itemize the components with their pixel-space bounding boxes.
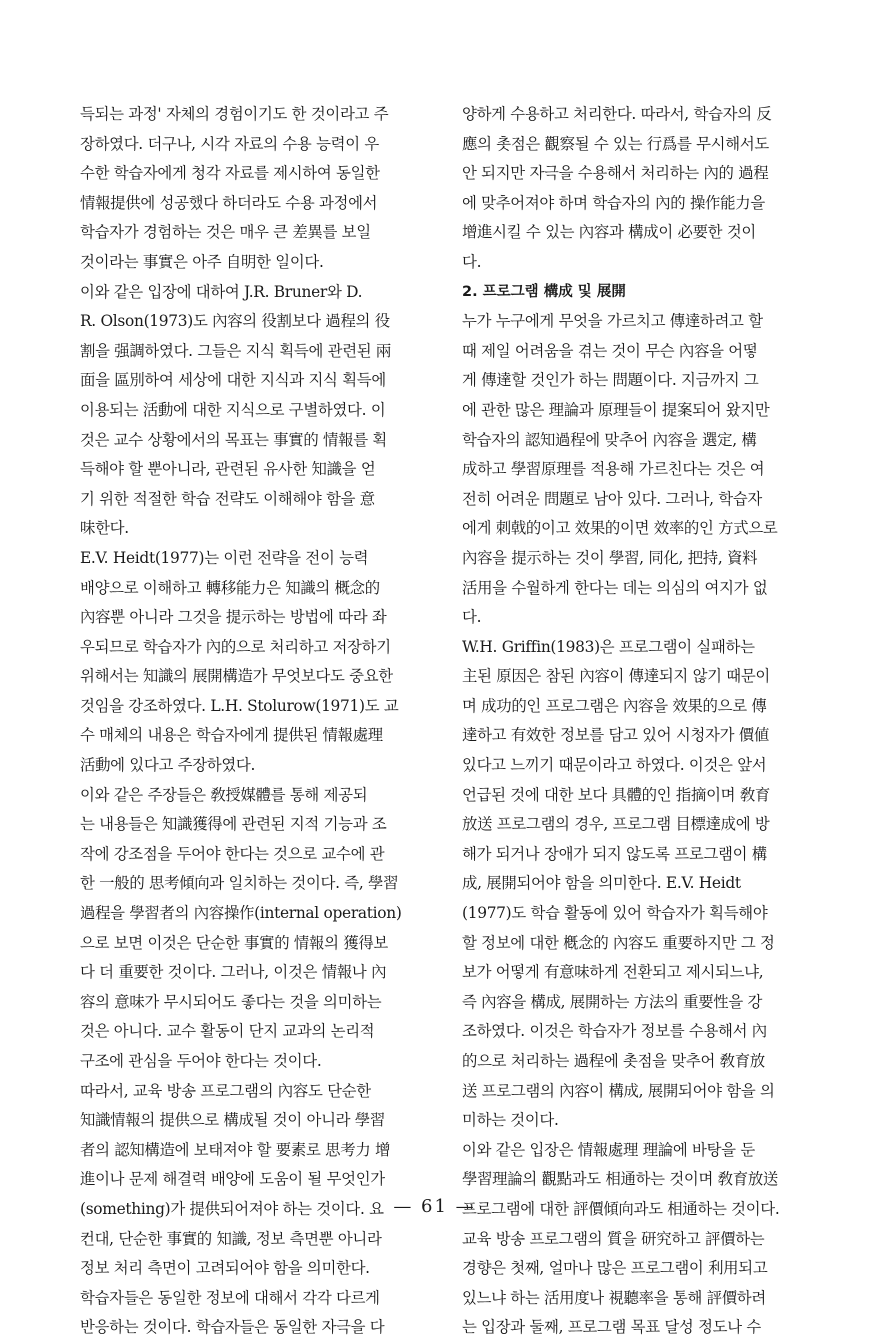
paragraph-griffin: W.H. Griffin(1983)은 프로그램이 실패하는 主된 原因은 참된 內容이 傳達되지 않기 때문이 며 成功的인 프로그램은 內容을 效果的으로 傳 達하고 有效한 정보를 담고 있어 시청자가 價値 있다고 느끼기 때문이라고 하였다. 이것은 앞서 언급된 것에 대한 보다 具體的인 指摘이며 敎育 放送 프로그램의 경우, 프로그램 目標達成에 방 해가 되거나 장애가 되지 않도록 프로그램이 構 成, 展開되어야 함을 의미한다. E.V. Heidt (1977)도 학습 활동에 있어 학습자가 획득해야 할 정보에 대한 槪念的 內容도 重要하지만 그 정 보가 어떻게 有意味하게 전환되고 제시되느냐, 즉 內容을 構成, 展開하는 方法의 重要性을 강 조하였다. 이것은 학습자가 정보를 수용해서 內 的으로 처리하는 過程에 촛점을 맞추어 敎育放 送 프로그램의 內容이 構成, 展開되어야 함을 의 미하는 것이다.: [462, 637, 775, 1130]
section-heading: 2. 프로그램 構成 및 展開: [462, 283, 626, 300]
paragraph-program-structure: 누가 누구에게 무엇을 가르치고 傳達하려고 할 때 제일 어려움을 겪는 것이 무슨 內容을 어떻 게 傳達할 것인가 하는 問題이다. 지금까지 그 에 관한 많은 理論과 原理들이 提案되어 왔지만 학습자의 認知過程에 맞추어 內容을 選定, 構 成하고 學習原理를 적용해 가르친다는 것은 여 전히 어려운 問題로 남아 있다. 그러나, 학습자 에게 刺戟的이고 效果的이면 效率的인 方式으로 內容을 提示하는 것이 學習, 同化, 把持, 資料 活用을 수월하게 한다는 데는 의심의 여지가 없 다.: [462, 312, 778, 627]
right-column: [462, 100, 812, 1343]
paragraph-continuation-right: 양하게 수용하고 처리한다. 따라서, 학습자의 反 應의 촛점은 觀察될 수 있는 行爲를 무시해서도 안 되지만 자극을 수용해서 처리하는 內的 過程 에 맞추어져야 하며 학습자의 內的 操作能力을 增進시킬 수 있는 內容과 構成이 必要한 것이 다.: [462, 105, 772, 271]
paragraph-broadcast-content: 따라서, 교육 방송 프로그램의 內容도 단순한 知識情報의 提供으로 構成될 것이 아니라 學習 者의 認知構造에 보태져야 할 要素로 思考力 增 進이나 문제 해결력 배양에 도움이 될 무엇인가 (something)가 提供되어져야 하는 것이다. 요 컨대, 단순한 事實的 知識, 정보 측면뿐 아니라 정보 처리 측면이 고려되어야 함을 의미한다. 학습자들은 동일한 정보에 대해서 각각 다르게 반응하는 것이다. 학습자들은 동일한 자극을 다: [80, 1081, 391, 1337]
paragraph-teaching-media: 이와 같은 주장들은 敎授媒體를 통해 제공되 는 내용들은 知識獲得에 관련된 지적 기능과 조 작에 강조점을 두어야 한다는 것으로 교수에 관 한 一般的 思考傾向과 일치하는 것이다. 즉, 學習 過程을 學習者의 內容操作(internal operation) 으로 보면 이것은 단순한 事實的 情報의 獲得보 다 더 重要한 것이다. 그러나, 이것은 情報나 內 容의 意味가 무시되어도 좋다는 것을 의미하는 것은 아니다. 교수 활동이 단지 교과의 논리적 구조에 관심을 두어야 한다는 것이다.: [80, 785, 402, 1070]
left-column: [80, 100, 432, 1343]
paragraph-bruner-olson: 이와 같은 입장에 대하여 J.R. Bruner와 D. R. Olson(1973)도 內容의 役割보다 過程의 役 割을 强調하였다. 그들은 지식 획득에 관련된 兩 面을 區別하여 세상에 대한 지식과 지식 획득에 이용되는 活動에 대한 지식으로 구별하였다. 이 것은 교수 상황에서의 목표는 事實的 情報를 획 득해야 할 뿐아니라, 관련된 유사한 知識을 얻 기 위한 적절한 학습 전략도 이해해야 함을 意 味한다.: [80, 282, 392, 538]
paragraph-continuation: 득되는 과정' 자체의 경험이기도 한 것이라고 주 장하였다. 더구나, 시각 자료의 수용 능력이 우 수한 학습자에게 청각 자료를 제시하여 동일한 情報提供에 성공했다 하더라도 수용 과정에서 학습자가 경험하는 것은 매우 큰 差異를 보일 것이라는 事實은 아주 自明한 일이다.: [80, 105, 389, 271]
page-number: — 61 —: [393, 1196, 476, 1217]
paragraph-evaluation: 이와 같은 입장은 情報處理 理論에 바탕을 둔 學習理論의 觀點과도 相通하는 것이며 敎育放送 프로그램에 대한 評價傾向과도 相通하는 것이다. 교육 방송 프로그램의 質을 研究하고 評價하는 경향은 첫째, 얼마나 많은 프로그램이 利用되고 있느냐 하는 活用度나 視聽率을 통해 評價하려 는 입장과 둘째, 프로그램 목표 달성 정도나 수: [462, 1140, 780, 1337]
paragraph-heidt: E.V. Heidt(1977)는 이런 전략을 전이 능력 배양으로 이해하고 轉移能力은 知識의 概念的 內容뿐 아니라 그것을 提示하는 방법에 따라 좌 우되므로 학습자가 內的으로 처리하고 저장하기 위해서는 知識의 展開構造가 무엇보다도 중요한 것임을 강조하였다. L.H. Stolurow(1971)도 교 수 매체의 내용은 학습자에게 提供된 情報處理 活動에 있다고 주장하였다.: [80, 548, 399, 775]
